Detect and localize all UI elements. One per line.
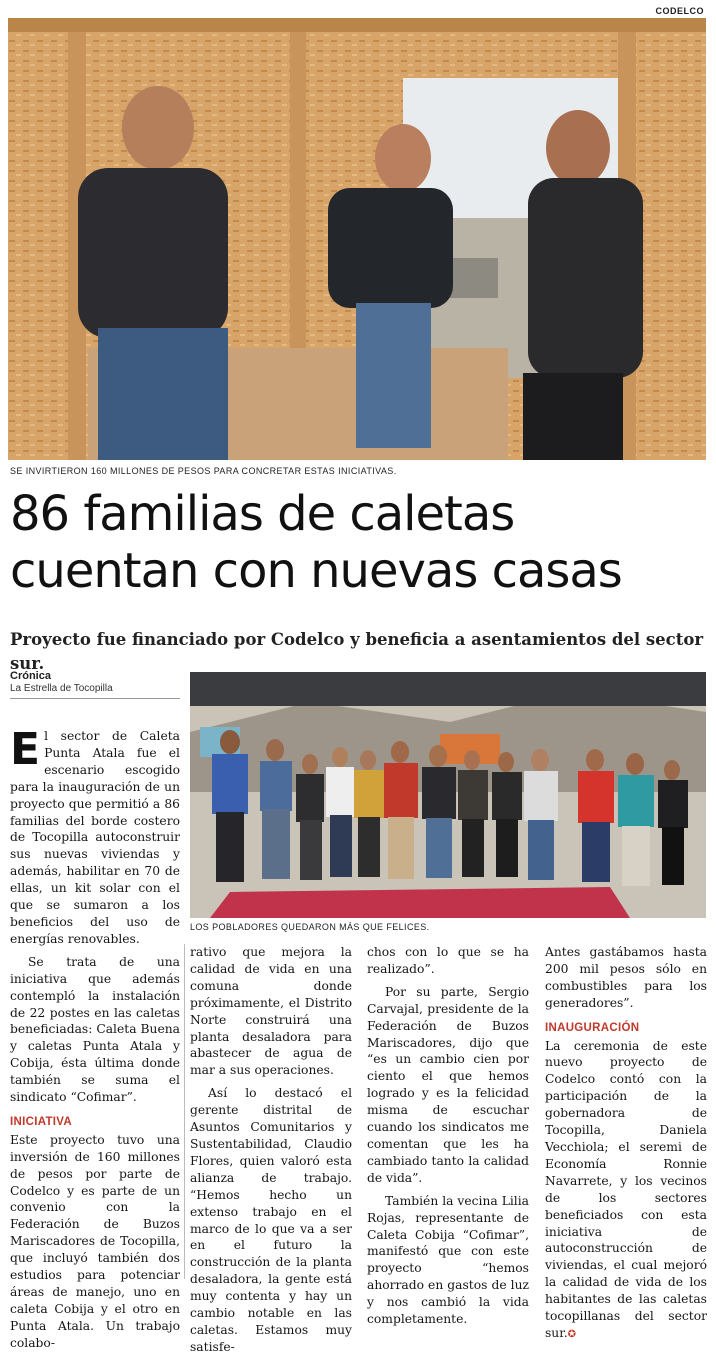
star-end-icon: ✪	[567, 1328, 577, 1340]
article-column-1	[10, 724, 180, 1358]
article-paragraph: Por su parte, Sergio Carvajal, presidente de la Federación de Buzos Mariscadores, dijo que “es un cambio cien por ciento el que hemos logrado y es la felicidad misma de escuchar cuando los sindicatos me comentan que les ha cambiado tanto la calidad de vida”.	[367, 984, 529, 1185]
article-paragraph: Antes gastábamos hasta 200 mil pesos sólo en combustibles para los generadores”.	[545, 945, 707, 1010]
article-paragraph	[545, 1038, 707, 1344]
construction-photo	[8, 18, 706, 460]
section-label: Crónica	[10, 670, 51, 682]
photo-caption-top: SE INVIRTIERON 160 MILLONES DE PESOS PARA CONCRETAR ESTAS INICIATIVAS.	[10, 466, 397, 476]
section-heading-iniciativa: INICIATIVA	[10, 1115, 72, 1128]
article-column-2	[190, 944, 352, 1362]
photo-caption-group: LOS POBLADORES QUEDARON MÁS QUE FELICES.	[190, 922, 430, 932]
headline-line-2: cuentan con nuevas casas	[10, 543, 622, 599]
article-paragraph: Este proyecto tuvo una inversión de 160 millones de pesos por parte de Codelco y es parte de un convenio con la Federación de Buzos Mariscadores de Tocopilla, que incluyó también dos estudios para potenciar áreas de manejo, uno en caleta Cobija y el otro en Punta Atala. Un trabajo colabo-	[10, 1132, 180, 1350]
article-paragraph: rativo que mejora la calidad de vida en una comuna donde próximamente, el Distrito Norte construirá una planta desaladora para abastecer de agua de mar a sus operaciones.	[190, 945, 352, 1078]
article-paragraph: Se trata de una iniciativa que además contempló la instalación de 22 postes en las caletas beneficiadas: Caleta Buena y caletas Punta Atala y Cobija, ésta última donde también se suma el sindicato “Cofimar”.	[10, 954, 180, 1105]
paragraph-text: La ceremonia de este nuevo proyecto de Codelco contó con la participación de la gobernadora de Tocopilla, Daniela Vecchiola; el seremi de Economía Ronnie Navarrete, y los vecinos de los sectores beneficiados con esta iniciativa de autoconstrucción de viviendas, el cual mejoró la calidad de vida de los habitantes de las caletas tocopillanas del sector sur.	[545, 1038, 707, 1340]
column-divider	[184, 944, 185, 1279]
drop-cap: E	[10, 724, 41, 775]
group-photo	[190, 672, 706, 918]
subheadline: Proyecto fue financiado por Codelco y beneficia a asentamientos del sector sur.	[10, 630, 704, 673]
article-paragraph	[10, 724, 180, 948]
source-label: La Estrella de Tocopilla	[10, 683, 180, 699]
headline	[10, 486, 710, 600]
article-paragraph: Así lo destacó el gerente distrital de Asuntos Comunitarios y Sustentabilidad, Claudio Flores, quien valoró esta alianza de trabajo. “Hemos hecho un extenso trabajo en el marco de lo que va a ser en el futuro la construcción de la planta desaladora, la gente está muy contenta y hay un cambio notable en las caletas. Estamos muy satisfe-	[190, 1086, 352, 1354]
paragraph-text: l sector de Caleta Punta Atala fue el escenario escogido para la inauguración de un proyecto que permitió a 86 familias del borde costero de Tocopilla autoconstruir sus nuevas viviendas y además, habilitar en 70 de ellas, un kit solar con el que se sumaron a los beneficios del uso de energías renovables.	[10, 729, 180, 946]
article-paragraph: chos con lo que se ha realizado”.	[367, 945, 529, 976]
brand-label: CODELCO	[655, 6, 704, 16]
section-heading-inauguracion: INAUGURACIÓN	[545, 1021, 640, 1034]
headline-line-1: 86 familias de caletas	[10, 486, 515, 542]
article-column-4	[545, 944, 707, 1350]
article-column-3	[367, 944, 529, 1334]
article-paragraph: También la vecina Lilia Rojas, representante de Caleta Cobija “Cofimar”, manifestó que con este proyecto “hemos ahorrado en gastos de luz y nos cambió la vida completamente.	[367, 1193, 529, 1327]
